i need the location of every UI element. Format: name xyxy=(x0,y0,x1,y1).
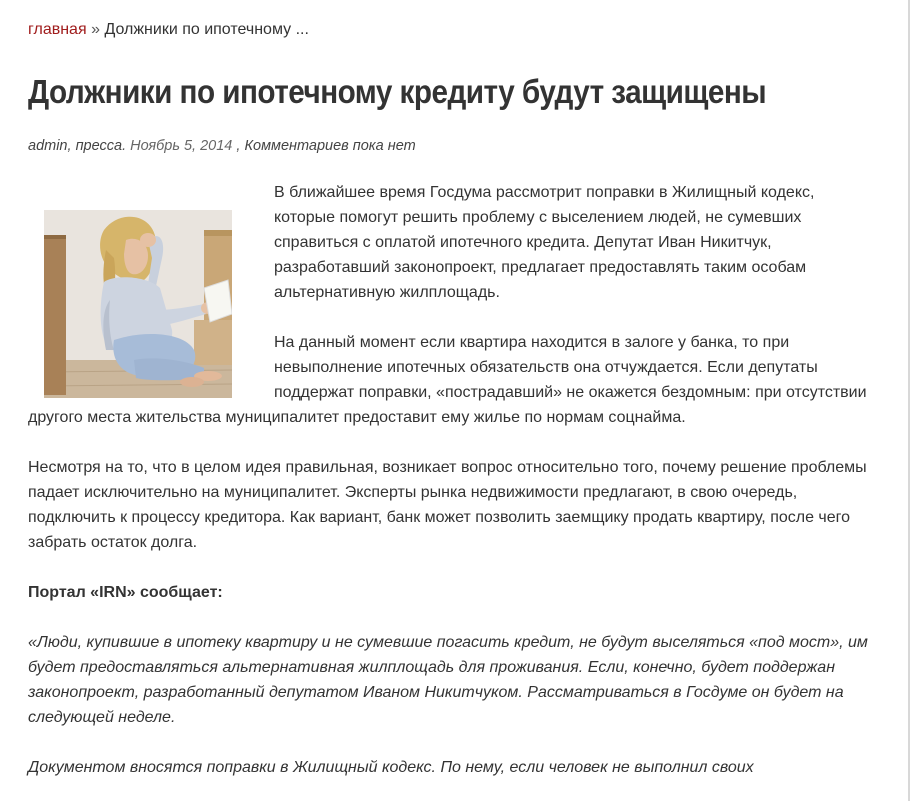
paragraph-quote: Документом вносятся поправки в Жилищный кодекс. По нему, если человек не выполнил своих xyxy=(28,759,754,776)
category-link[interactable]: пресса xyxy=(75,138,123,154)
paragraph-source-heading: Портал «IRN» сообщает: xyxy=(28,584,223,601)
breadcrumb xyxy=(28,21,309,39)
breadcrumb-separator: » xyxy=(91,21,100,38)
paragraph: В ближайшее время Госдума рассмотрит поправки в Жилищный кодекс, которые помогут решить проблему с выселением людей, не сумевших справиться с оплатой ипотечного кредита. Депутат Иван Никитчук, разработавший законопроект, предлагает предоставлять таким особам альтернативную жилплощадь. xyxy=(274,184,815,301)
paragraph: Несмотря на то, что в целом идея правильная, возникает вопрос относительно того, почему решение проблемы падает исключительно на муниципалитет. Эксперты рынка недвижимости предлагают, в свою очередь, подключить к процессу кредитора. Как вариант, банк может позволить заемщику продать квартиру, после чего забрать остаток долга. xyxy=(28,459,867,551)
post-title: Должники по ипотечному кредиту будут защищены xyxy=(28,73,767,110)
paragraph: На данный момент если квартира находится в залоге у банка, то при невыполнение ипотечных обязательств она отчуждается. Если депутаты поддержат поправки, «пострадавший» не окажется бездомным: при отсутствии другого места жительства муниципалитет предоставит ему жилье по нормам соцнайма. xyxy=(28,334,867,426)
post-date: Ноябрь 5, 2014 xyxy=(130,138,233,154)
breadcrumb-current: Должники по ипотечному ... xyxy=(104,21,309,38)
meta-separator: . xyxy=(122,138,127,154)
woman-sitting-with-paper-photo xyxy=(44,210,232,398)
page-right-border xyxy=(908,0,910,801)
comments-link[interactable]: Комментариев пока нет xyxy=(244,138,416,154)
breadcrumb-home-link[interactable]: главная xyxy=(28,21,87,38)
post-meta xyxy=(28,138,416,154)
photo-illustration-icon xyxy=(44,210,232,398)
post-body xyxy=(28,180,874,801)
meta-separator: , xyxy=(236,138,241,154)
meta-separator: , xyxy=(67,138,72,154)
author-link[interactable]: admin xyxy=(28,138,68,154)
paragraph-quote: «Люди, купившие в ипотеку квартиру и не сумевшие погасить кредит, не будут выселяться «под мост», им будет предоставляться альтернативная жилплощадь для проживания. Если, конечно, будет поддержан законопроект, разработанный депутатом Иваном Никитчуком. Рассматриваться в Госдуме он будет на следующей неделе. xyxy=(28,634,868,726)
